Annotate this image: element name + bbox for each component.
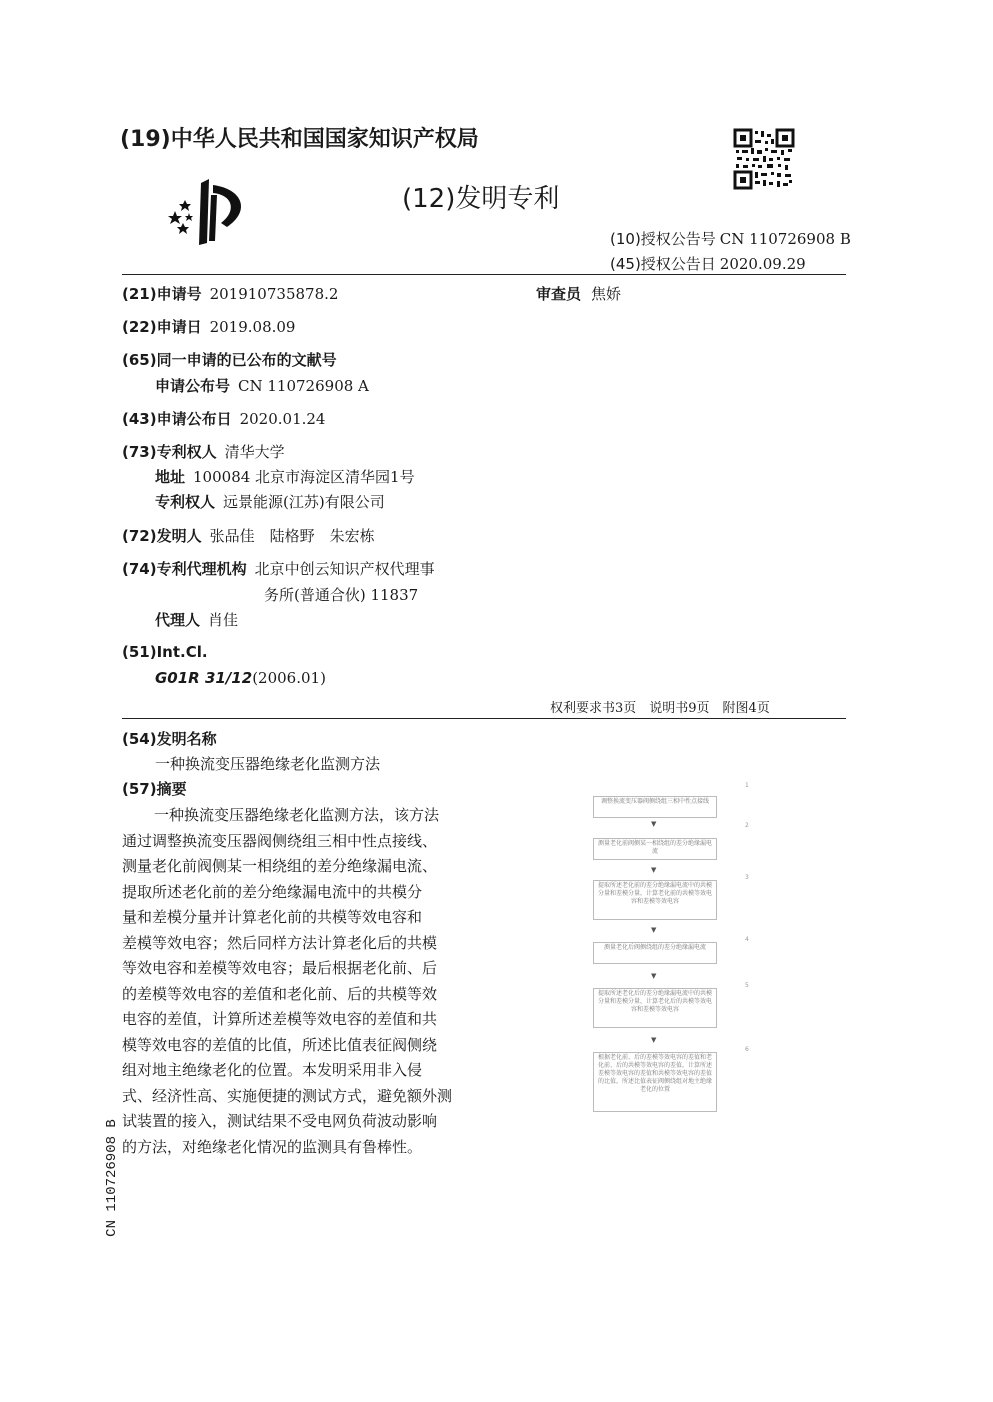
inventors: 张品佳 陆格野 朱宏栋: [209, 527, 375, 545]
invention-title-label: (54)发明名称: [122, 730, 217, 748]
biblio-rule: [122, 718, 846, 719]
flowchart-step-number: 3: [745, 874, 749, 881]
abstract-line: 模等效电容的差值的比值，所述比值表征阀侧绕: [122, 1035, 438, 1054]
ipc-code: G01R 31/12: [155, 669, 253, 687]
abstract-line: 的差模等效电容的差值和老化前、后的共模等效: [122, 984, 438, 1003]
agent-row: [155, 609, 238, 630]
flowchart-step-number: 2: [745, 822, 749, 829]
ipc-row: [155, 668, 326, 687]
grant-date: 2020.09.29: [719, 255, 806, 273]
agency-line2: 务所(普通合伙) 11837: [264, 586, 419, 604]
address-label: 地址: [155, 468, 186, 486]
grant-number: CN 110726908 B: [719, 230, 851, 248]
grant-number-row: [610, 228, 851, 249]
ipc-version: (2006.01): [252, 669, 326, 687]
side-document-number: CN 110726908 B: [104, 1119, 120, 1237]
document-type: (12)发明专利: [402, 184, 560, 214]
patentee-row: [122, 441, 285, 462]
flowchart-step: 提取所述老化前的差分绝缘漏电流中的共模分量和差模分量，计算老化前的共模等效电容和差模等效电容: [593, 880, 717, 920]
abstract-line: 试装置的接入，测试结果不受电网负荷波动影响: [122, 1112, 438, 1130]
address: 100084 北京市海淀区清华园1号: [193, 468, 415, 486]
flowchart-step: 提取所述老化后的差分绝缘漏电流中的共模分量和差模分量，计算老化后的共模等效电容和差模等效电容: [593, 988, 717, 1028]
abstract-line: 通过调整换流变压器阀侧绕组三相中性点接线、: [122, 831, 438, 850]
abstract-line: 量和差模分量并计算老化前的共模等效电容和: [122, 908, 423, 926]
application-number: 201910735878.2: [209, 285, 339, 303]
examiner: 焦娇: [591, 285, 622, 303]
agent: 肖佳: [208, 611, 239, 629]
abstract-line: 等效电容和差模等效电容；最后根据老化前、后: [122, 959, 438, 977]
cnipa-logo: [165, 175, 255, 247]
application-date-label: (22)申请日: [122, 318, 202, 336]
inventor-label: (72)发明人: [122, 527, 202, 545]
flowchart-arrow: ▼: [651, 866, 657, 874]
grant-number-label: (10)授权公告号: [610, 230, 716, 248]
qr-code: [733, 128, 795, 190]
flowchart-step: 调整换流变压器阀侧绕组三相中性点接线: [593, 796, 717, 818]
abstract-line: 提取所述老化前的差分绝缘漏电流中的共模分: [122, 882, 423, 901]
header-rule: [122, 274, 846, 275]
flowchart-arrow: ▼: [651, 972, 657, 980]
grant-date-row: [610, 253, 806, 274]
flowchart-step: 根据老化前、后的差模等效电容的差值和老化前、后的共模等效电容的差值，计算所述差模等效电容的差值和共模等效电容的差值的比值，所述比值表征阀侧绕组对地主绝缘老化的位置: [593, 1052, 717, 1112]
application-number-row: [122, 283, 338, 304]
flowchart-step-number: 4: [745, 936, 749, 943]
agent-label: 代理人: [155, 611, 201, 629]
patentee2: 远景能源(江苏)有限公司: [223, 493, 385, 511]
flowchart-step: 测量老化后阀侧绕组的差分绝缘漏电流: [593, 942, 717, 964]
abstract-text: [122, 803, 470, 1160]
abstract-line: 的方法，对绝缘老化情况的监测具有鲁棒性。: [122, 1137, 423, 1156]
agency-row: [122, 558, 435, 579]
publication-date-label: (43)申请公布日: [122, 410, 232, 428]
office-name: (19)中华人民共和国国家知识产权局: [120, 127, 479, 152]
patentee: 清华大学: [224, 443, 285, 461]
publication-date: 2020.01.24: [239, 410, 326, 428]
patentee2-row: [155, 491, 385, 512]
flowchart-arrow: ▼: [651, 926, 657, 934]
abstract-line: 组对地主绝缘老化的位置。本发明采用非入侵: [122, 1061, 423, 1079]
patentee2-label: 专利权人: [155, 493, 216, 511]
examiner-label: 审查员: [536, 285, 582, 303]
flowchart-arrow: ▼: [651, 1036, 657, 1044]
flowchart-step: 测量老化前阀侧某一相绕组的差分绝缘漏电流: [593, 838, 717, 860]
abstract-line: 电容的差值，计算所述差模等效电容的差值和共: [122, 1010, 438, 1028]
invention-title: 一种换流变压器绝缘老化监测方法: [155, 755, 381, 773]
prior-publication-no-label: 申请公布号: [155, 377, 231, 395]
abstract-line: 差模等效电容；然后同样方法计算老化后的共模: [122, 933, 438, 952]
address-row: [155, 466, 415, 487]
flowchart-step-number: 6: [745, 1046, 749, 1053]
publication-date-row: [122, 408, 325, 429]
examiner-row: [536, 283, 621, 304]
flowchart-step-number: 1: [745, 782, 749, 789]
prior-publication-no: CN 110726908 A: [238, 377, 369, 395]
grant-date-label: (45)授权公告日: [610, 255, 716, 273]
application-date: 2019.08.09: [209, 318, 296, 336]
application-date-row: [122, 316, 295, 337]
agency-label: (74)专利代理机构: [122, 560, 247, 578]
abstract-line: 测量老化前阀侧某一相绕组的差分绝缘漏电流、: [122, 857, 438, 875]
abstract-label: (57)摘要: [122, 780, 187, 798]
flowchart-step-number: 5: [745, 982, 749, 989]
page-counts: 权利要求书3页 说明书9页 附图4页: [550, 701, 770, 716]
ipc-label: (51)Int.Cl.: [122, 643, 208, 661]
abstract-line: 式、经济性高、实施便捷的测试方式，避免额外测: [122, 1086, 453, 1105]
inventor-row: [122, 525, 375, 546]
abstract-flowchart: [585, 780, 775, 1120]
abstract-line: 一种换流变压器绝缘老化监测方法，该方法: [154, 806, 440, 824]
qr-code-icon: [733, 128, 795, 190]
patentee-label: (73)专利权人: [122, 443, 217, 461]
application-number-label: (21)申请号: [122, 285, 202, 303]
prior-publication-label: (65)同一申请的已公布的文献号: [122, 351, 337, 369]
prior-publication-row: [155, 375, 369, 396]
flowchart-arrow: ▼: [651, 820, 657, 828]
cnipa-logo-icon: [165, 175, 255, 247]
agency-line1: 北京中创云知识产权代理事: [254, 560, 435, 578]
